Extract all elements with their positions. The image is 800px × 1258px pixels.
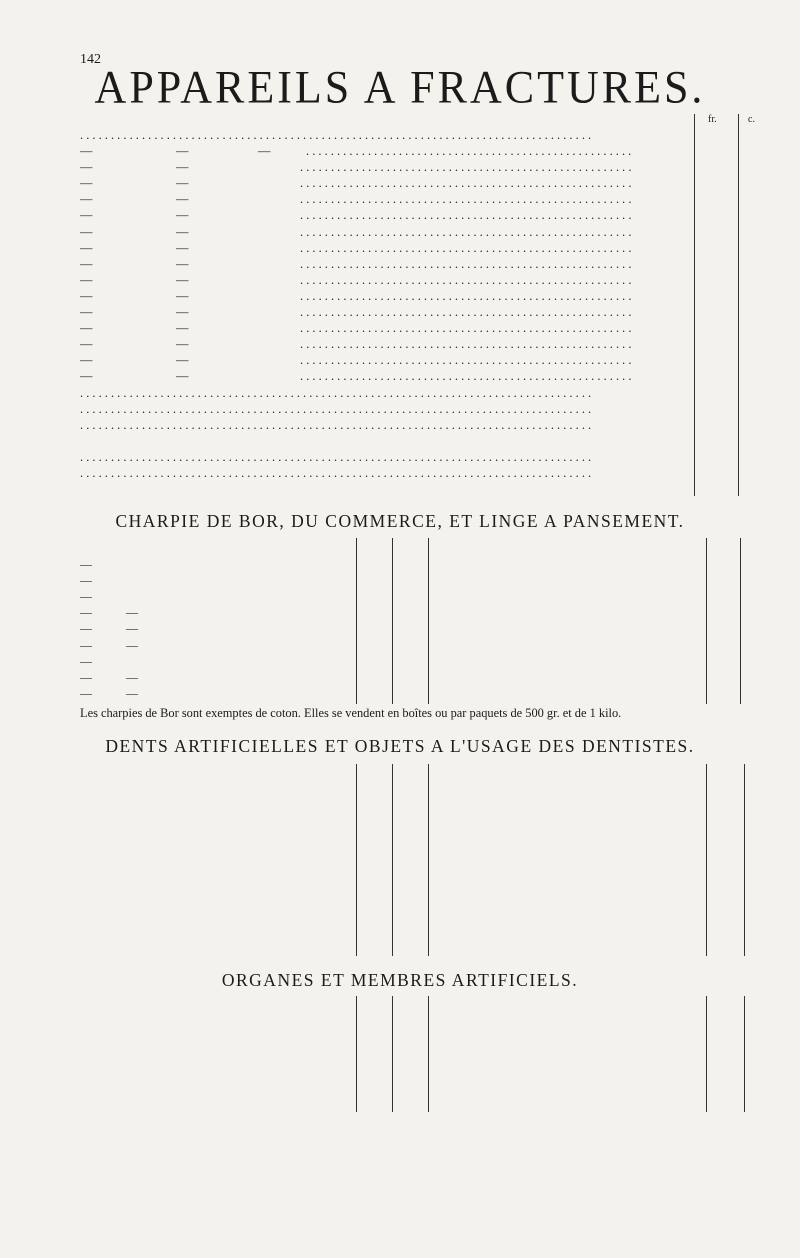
price-row — [434, 833, 764, 850]
price-row — [80, 320, 740, 336]
dash-mark: — — [80, 621, 92, 636]
dash-mark: — — [80, 176, 93, 191]
price-row — [80, 833, 420, 850]
price-row — [434, 1032, 764, 1049]
price-row — [434, 783, 764, 800]
item-label — [300, 288, 632, 304]
item-label — [300, 256, 632, 272]
price-row — [434, 934, 764, 951]
price-row — [80, 800, 420, 817]
dash-mark: — — [80, 573, 92, 588]
price-row — [80, 272, 740, 288]
page-title: APPAREILS A FRACTURES. — [94, 61, 706, 114]
price-row — [80, 304, 740, 320]
price-row — [80, 256, 740, 272]
dents-right-list — [434, 766, 764, 951]
price-row — [434, 1048, 764, 1065]
price-row — [80, 1082, 420, 1099]
column-rule — [428, 996, 429, 1112]
unit-c-header: c. — [748, 114, 755, 125]
item-label — [300, 272, 632, 288]
price-row — [80, 401, 740, 417]
dash-mark: — — [176, 305, 189, 320]
dash-mark: — — [176, 176, 189, 191]
price-row — [80, 288, 740, 304]
dash-mark: — — [126, 605, 138, 620]
price-row — [434, 1099, 764, 1116]
organes-right-list — [434, 998, 764, 1116]
item-label — [300, 320, 632, 336]
item-label — [80, 127, 632, 143]
dash-mark: — — [126, 637, 138, 652]
dash-mark: — — [80, 224, 93, 239]
price-row — [80, 385, 740, 401]
dash-mark: — — [80, 144, 93, 159]
price-row — [80, 159, 740, 175]
price-row — [434, 1082, 764, 1099]
price-row — [434, 850, 764, 867]
dents-heading: DENTS ARTIFICIELLES ET OBJETS A L'USAGE DES DENTISTES. — [105, 736, 695, 756]
dash-mark: — — [80, 605, 92, 620]
item-label — [300, 159, 632, 175]
price-row — [80, 572, 420, 588]
price-row — [80, 449, 740, 465]
charpie-right-list — [434, 540, 764, 701]
item-label — [300, 207, 632, 223]
dash-mark: — — [176, 272, 189, 287]
dash-mark: — — [80, 557, 92, 572]
price-row — [80, 588, 420, 604]
dash-mark: — — [126, 621, 138, 636]
price-row — [80, 191, 740, 207]
price-row — [80, 653, 420, 669]
price-row — [80, 368, 740, 384]
price-row — [434, 1015, 764, 1032]
dash-mark: — — [80, 288, 93, 303]
price-row — [80, 207, 740, 223]
price-row — [80, 336, 740, 352]
price-row — [434, 604, 764, 620]
dents-left-list — [80, 766, 420, 934]
dash-mark: — — [176, 256, 189, 271]
dash-mark: — — [126, 685, 138, 700]
dash-mark: — — [80, 653, 92, 668]
price-row — [80, 175, 740, 191]
dash-mark: — — [80, 192, 93, 207]
page-number: 142 — [80, 52, 101, 67]
column-rule — [428, 764, 429, 956]
price-row — [434, 917, 764, 934]
price-row — [80, 1032, 420, 1049]
dash-mark: — — [80, 305, 93, 320]
price-row — [80, 465, 740, 481]
organes-left-list — [80, 998, 420, 1099]
price-row — [80, 143, 740, 159]
price-row — [80, 352, 740, 368]
price-row — [434, 1065, 764, 1082]
price-row — [80, 669, 420, 685]
price-row — [80, 900, 420, 917]
charpie-left-list — [80, 540, 420, 701]
dash-mark: — — [80, 369, 93, 384]
price-row — [80, 620, 420, 636]
item-label — [80, 417, 632, 433]
item-label — [80, 449, 690, 465]
item-label — [306, 143, 632, 159]
dash-mark: — — [80, 321, 93, 336]
organes-heading: ORGANES ET MEMBRES ARTIFICIELS. — [221, 970, 579, 990]
price-row — [80, 685, 420, 701]
dash-mark: — — [176, 288, 189, 303]
dash-mark: — — [80, 208, 93, 223]
price-row — [80, 1015, 420, 1032]
dash-mark: — — [80, 685, 92, 700]
dash-mark: — — [176, 192, 189, 207]
dash-mark: — — [80, 589, 92, 604]
price-row — [80, 556, 420, 572]
dash-mark: — — [176, 144, 189, 159]
dash-mark: — — [126, 669, 138, 684]
price-row — [80, 224, 740, 240]
price-row — [434, 620, 764, 636]
dash-mark: — — [80, 637, 92, 652]
item-label — [300, 336, 632, 352]
price-row — [80, 240, 740, 256]
price-row — [80, 766, 420, 783]
dash-mark: — — [80, 353, 93, 368]
price-row — [434, 540, 764, 556]
item-label — [300, 224, 632, 240]
price-row — [80, 637, 420, 653]
price-row — [80, 433, 740, 449]
price-row — [434, 998, 764, 1015]
item-label — [300, 352, 632, 368]
price-row — [80, 884, 420, 901]
price-row — [434, 800, 764, 817]
item-label — [80, 401, 690, 417]
charpie-heading: CHARPIE DE BOR, DU COMMERCE, ET LINGE A PANSEMENT. — [115, 511, 685, 531]
price-row — [434, 884, 764, 901]
price-row — [80, 850, 420, 867]
price-row — [434, 637, 764, 653]
dash-mark: — — [80, 256, 93, 271]
dash-mark: — — [80, 240, 93, 255]
dash-mark: — — [176, 224, 189, 239]
price-row — [434, 588, 764, 604]
price-row — [80, 816, 420, 833]
price-row — [434, 867, 764, 884]
dash-mark: — — [80, 669, 92, 684]
item-label — [300, 240, 632, 256]
dash-mark: — — [80, 272, 93, 287]
dash-mark: — — [176, 240, 189, 255]
price-row — [434, 685, 764, 701]
price-row — [434, 900, 764, 917]
price-row — [80, 417, 740, 433]
price-row — [80, 917, 420, 934]
price-row — [80, 1048, 420, 1065]
item-label — [300, 191, 632, 207]
price-row — [80, 998, 420, 1015]
dash-mark: — — [176, 337, 189, 352]
price-row — [80, 783, 420, 800]
price-row — [434, 556, 764, 572]
fractures-price-list — [80, 127, 740, 481]
price-row — [434, 653, 764, 669]
item-label — [80, 385, 632, 401]
price-row — [80, 604, 420, 620]
price-row — [434, 572, 764, 588]
price-row — [80, 867, 420, 884]
price-row — [80, 1065, 420, 1082]
price-row — [80, 540, 420, 556]
price-row — [434, 669, 764, 685]
dash-mark: — — [176, 208, 189, 223]
unit-fr-header: fr. — [708, 114, 717, 125]
item-label — [300, 368, 632, 384]
item-label — [80, 465, 690, 481]
dash-mark: — — [258, 144, 271, 159]
price-row — [434, 766, 764, 783]
charpie-note: Les charpies de Bor sont exemptes de coton. Elles se vendent en boîtes ou par paquets de 500 gr. et de 1 kilo. — [80, 706, 622, 720]
dash-mark: — — [176, 369, 189, 384]
dash-mark: — — [176, 160, 189, 175]
dash-mark: — — [80, 337, 93, 352]
item-label — [300, 175, 632, 191]
dash-mark: — — [176, 321, 189, 336]
item-label — [300, 304, 632, 320]
price-row — [80, 127, 740, 143]
price-row — [434, 816, 764, 833]
dash-mark: — — [80, 160, 93, 175]
column-rule — [428, 538, 429, 704]
dash-mark: — — [176, 353, 189, 368]
